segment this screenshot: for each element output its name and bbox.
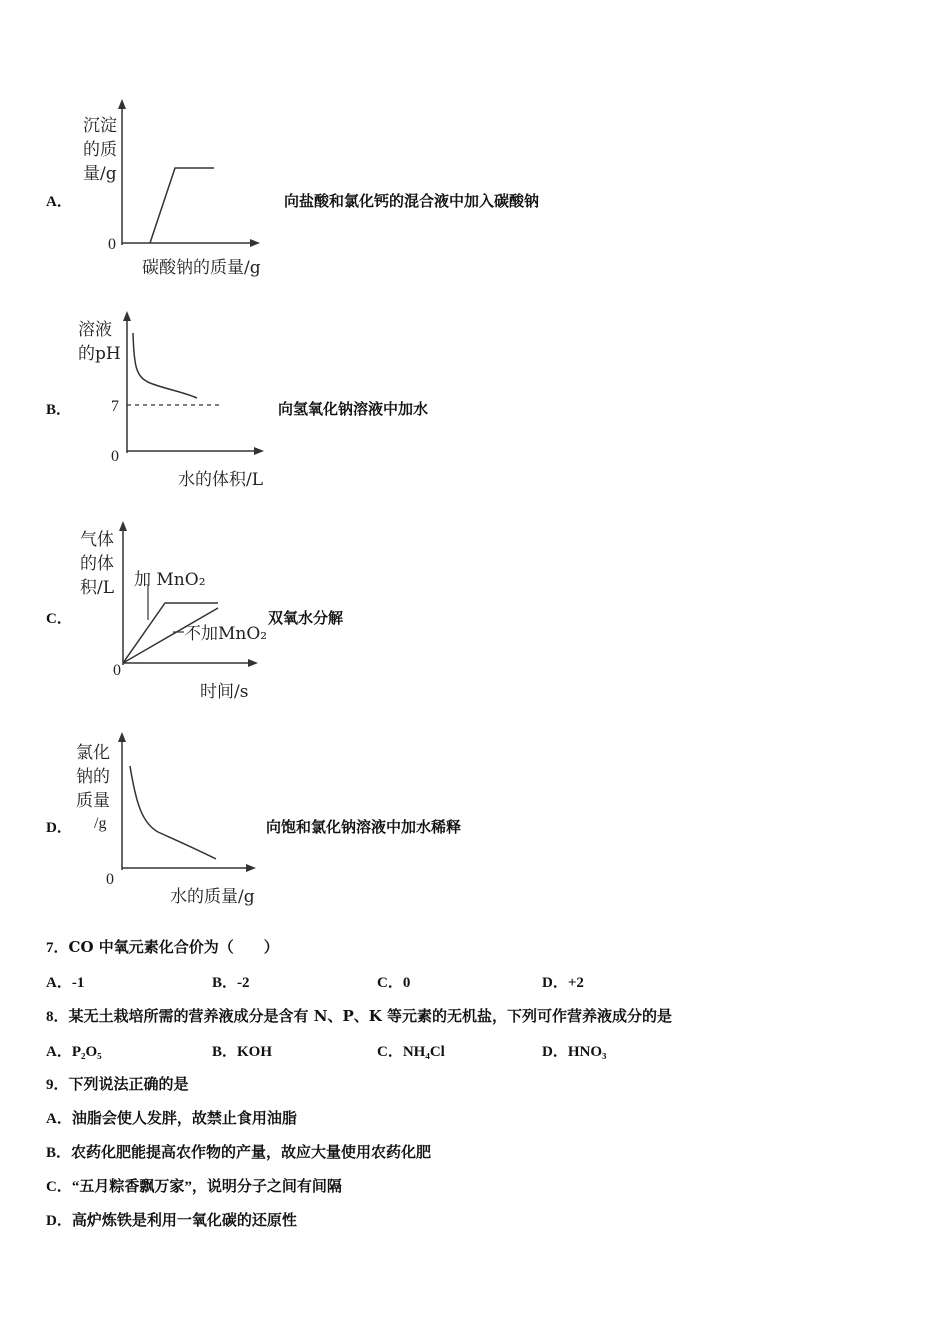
origin-label: 0 — [111, 448, 119, 465]
y-label-line-2: 的质 — [83, 140, 117, 160]
x-label: 水的质量/g — [170, 887, 255, 907]
choice-7d[interactable]: D．+2 — [542, 975, 584, 991]
ph-curve — [133, 333, 197, 398]
x-axis-arrow — [250, 239, 260, 247]
curve-label-without-mno2: 不加MnO₂ — [184, 624, 268, 644]
option-letter-c: C． — [46, 611, 72, 627]
choice-8c[interactable]: C．NH₄Cl — [377, 1044, 445, 1060]
question-9 — [46, 1073, 189, 1094]
y-label-line-3: 积/L — [80, 578, 115, 598]
precipitate-curve — [150, 168, 214, 243]
option-9b[interactable]: B．农药化肥能提高农作物的产量，故应大量使用农药化肥 — [46, 1145, 432, 1161]
curve-label-with-mno2: 加 MnO₂ — [134, 570, 206, 590]
option-letter-b: B． — [46, 402, 72, 418]
x-axis-arrow — [248, 659, 258, 667]
y-label-line-3: 质量 — [76, 791, 110, 811]
graph-c-caption: 双氧水分解 — [268, 609, 344, 627]
question-stem: 某无土栽培所需的营养液成分是含有 N、P、K 等元素的无机盐，下列可作营养液成分的是 — [68, 1007, 672, 1025]
nacl-mass-curve — [130, 766, 216, 859]
y-label-line-2: 钠的 — [76, 767, 110, 787]
graph-a — [70, 95, 290, 285]
choice-8b[interactable]: B．KOH — [212, 1044, 273, 1060]
y-axis-arrow — [123, 311, 131, 321]
y-label-line-3: 量/g — [83, 164, 117, 184]
option-letter-d: D． — [46, 820, 72, 836]
y-label-line-4: /g — [94, 815, 107, 832]
origin-label: 0 — [113, 662, 121, 679]
question-7 — [46, 936, 279, 957]
option-9c[interactable]: C．“五月粽香飘万家”，说明分子之间有间隔 — [46, 1179, 342, 1195]
option-9d[interactable]: D．高炉炼铁是利用一氧化碳的还原性 — [46, 1213, 297, 1229]
question-8 — [46, 1005, 672, 1026]
y-label-line-2: 的体 — [80, 554, 114, 574]
question-stem: CO 中氧元素化合价为（ ） — [68, 938, 279, 956]
x-label: 碳酸钠的质量/g — [142, 258, 261, 278]
x-axis-arrow — [246, 864, 256, 872]
x-label: 时间/s — [200, 682, 249, 702]
option-letter-a: A． — [46, 194, 72, 210]
y-axis-arrow — [118, 732, 126, 742]
graph-b — [70, 305, 290, 495]
y-label-line-1: 沉淀 — [83, 116, 117, 136]
question-stem: 下列说法正确的是 — [68, 1075, 189, 1093]
question-number: 8． — [46, 1009, 69, 1025]
y-axis-arrow — [119, 521, 127, 531]
choice-8a[interactable]: A．P₂O₅ — [46, 1044, 102, 1060]
x-label: 水的体积/L — [178, 470, 264, 490]
option-9a[interactable]: A．油脂会使人发胖，故禁止食用油脂 — [46, 1111, 297, 1127]
y-label-line-2: 的pH — [78, 344, 121, 364]
choice-7c[interactable]: C．0 — [377, 975, 411, 991]
y-label-line-1: 氯化 — [76, 743, 110, 763]
graph-d — [70, 728, 280, 913]
graph-a-caption: 向盐酸和氯化钙的混合液中加入碳酸钠 — [284, 192, 540, 210]
choice-7a[interactable]: A．-1 — [46, 975, 85, 991]
y-axis-arrow — [118, 99, 126, 109]
graph-b-caption: 向氢氧化钠溶液中加水 — [278, 400, 429, 418]
choice-8d[interactable]: D．HNO₃ — [542, 1044, 607, 1060]
question-number: 9． — [46, 1077, 69, 1093]
graph-c — [70, 515, 280, 710]
x-axis-arrow — [254, 447, 264, 455]
choice-7b[interactable]: B．-2 — [212, 975, 250, 991]
graph-d-caption: 向饱和氯化钠溶液中加水稀释 — [266, 818, 462, 836]
origin-label: 0 — [108, 236, 116, 253]
y-label-line-1: 溶液 — [78, 320, 112, 340]
tick-label-7: 7 — [111, 398, 119, 415]
y-label-line-1: 气体 — [80, 530, 114, 550]
origin-label: 0 — [106, 871, 114, 888]
question-number: 7． — [46, 940, 69, 956]
